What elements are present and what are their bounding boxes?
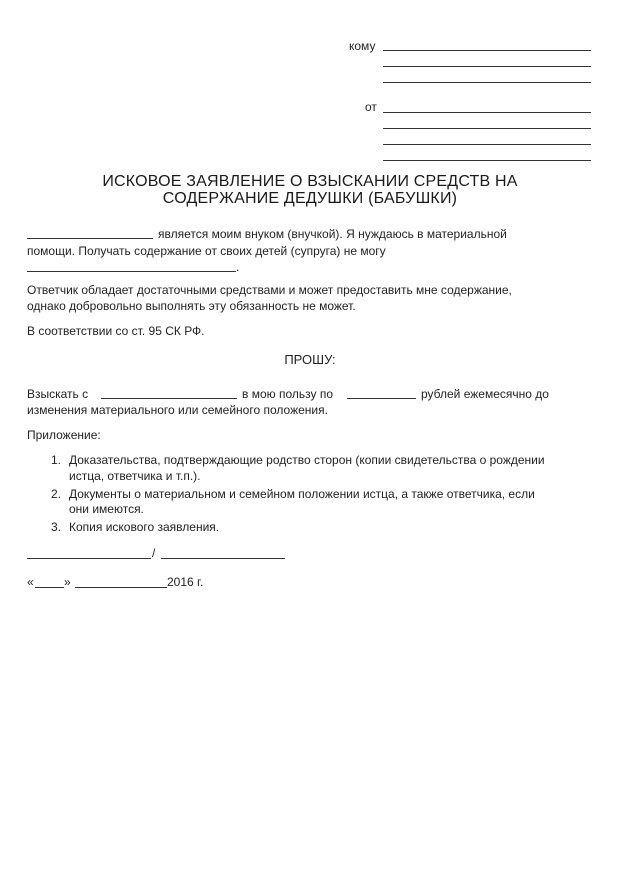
signature-name-blank[interactable]: [161, 558, 285, 559]
to-blank-line[interactable]: [383, 50, 591, 51]
amount-blank[interactable]: [347, 398, 416, 399]
paragraph1-line1: является моим внуком (внучкой). Я нуждаюсь в материальной: [158, 227, 507, 241]
defendant-blank[interactable]: [101, 398, 237, 399]
from-label: от: [365, 100, 377, 114]
list-item: Копия искового заявления.: [69, 520, 220, 534]
paragraph1-line2: помощи. Получать содержание от своих детей (супруга) не могу: [27, 244, 386, 258]
paragraph2-line1: Ответчик обладает достаточными средствами и может предоставить мне содержание,: [27, 283, 512, 297]
list-item: истца, ответчика и т.п.).: [69, 469, 201, 483]
request-line2: изменения материального или семейного положения.: [27, 403, 328, 417]
list-item-number: 1.: [51, 453, 62, 467]
date-month-blank[interactable]: [75, 587, 167, 588]
list-item: Доказательства, подтверждающие родство сторон (копии свидетельства о рождении: [69, 453, 545, 467]
document-title-line2: СОДЕРЖАНИЕ ДЕДУШКИ (БАБУШКИ): [162, 190, 458, 207]
request-heading: ПРОШУ:: [284, 352, 336, 367]
grandchild-name-blank[interactable]: [27, 238, 153, 239]
request-suffix: рублей ежемесячно до: [421, 387, 549, 401]
signature-slash: /: [152, 546, 156, 560]
from-blank-line[interactable]: [383, 160, 591, 161]
from-blank-line[interactable]: [383, 128, 591, 129]
from-blank-line[interactable]: [383, 112, 591, 113]
document-title-line1: ИСКОВОЕ ЗАЯВЛЕНИЕ О ВЗЫСКАНИИ СРЕДСТВ НА: [102, 173, 518, 190]
paragraph1-period: .: [236, 260, 240, 274]
reason-blank[interactable]: [27, 271, 236, 272]
signature-blank[interactable]: [27, 558, 151, 559]
date-year: 2016 г.: [167, 575, 204, 589]
list-item: Документы о материальном и семейном положении истца, а также ответчика, если: [69, 487, 535, 501]
list-item: они имеются.: [69, 502, 144, 516]
request-prefix: Взыскать с: [27, 387, 89, 401]
paragraph3: В соответствии со ст. 95 СК РФ.: [27, 324, 205, 338]
from-blank-line[interactable]: [383, 144, 591, 145]
list-item-number: 3.: [51, 520, 62, 534]
list-item-number: 2.: [51, 487, 62, 501]
to-label: кому: [349, 39, 376, 53]
paragraph2-line2: однако добровольно выполнять эту обязанность не может.: [27, 299, 356, 313]
to-blank-line[interactable]: [383, 82, 591, 83]
date-quote-open: «: [27, 575, 34, 589]
to-blank-line[interactable]: [383, 66, 591, 67]
date-quote-close: »: [64, 575, 71, 589]
request-mid: в мою пользу по: [242, 387, 334, 401]
appendix-label: Приложение:: [27, 428, 101, 442]
date-day-blank[interactable]: [35, 587, 64, 588]
